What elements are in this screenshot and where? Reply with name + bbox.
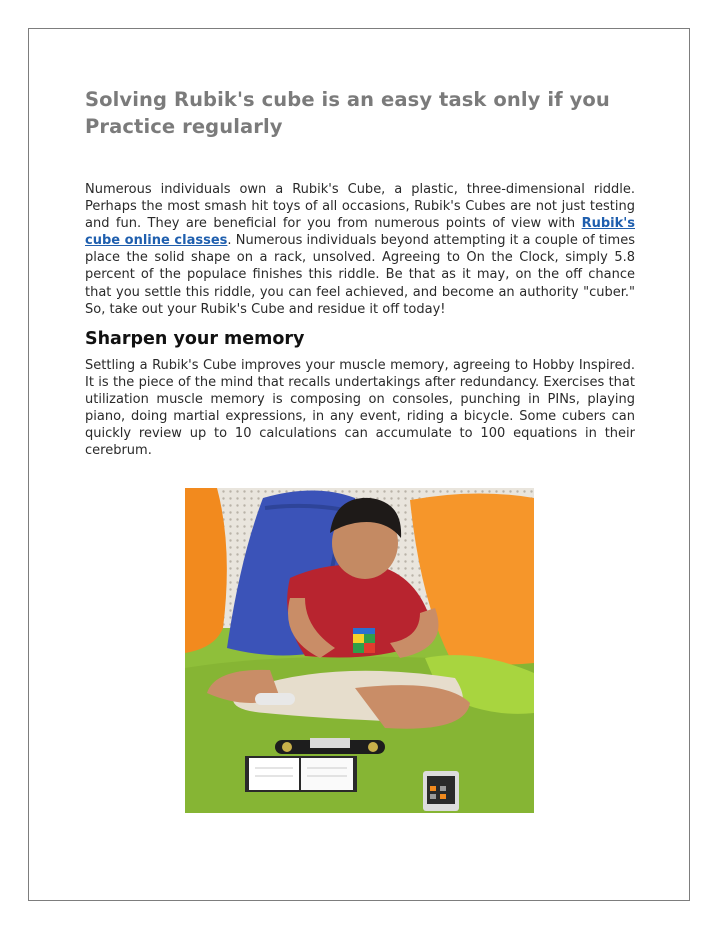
intro-paragraph [85, 181, 635, 318]
intro-text-start: Numerous individuals own a Rubik's Cube, a plastic, three-dimensional riddle. Perhaps the most smash hit toys of all occasions, Rubik's Cubes are not just testing and fun. They are beneficial for you from numerous points of view with [85, 182, 635, 232]
section-paragraph: Settling a Rubik's Cube improves your muscle memory, agreeing to Hobby Inspired. It is the piece of the mind that recalls undertakings after redundancy. Exercises that utilization muscle memory is composing on consoles, punching in PINs, playing piano, doing martial expressions, in any event, riding a bicycle. Some cubers can quickly review up to 10 calculations can accumulate to 100 equations in their cerebrum. [85, 357, 635, 459]
page-title: Solving Rubik's cube is an easy task only if you Practice regularly [85, 88, 610, 138]
intro-text-end: . Numerous individuals beyond attempting it a couple of times place the solid shape on a rack, unsolved. Agreeing to On the Clock, simply 5.8 percent of the populace finishes this riddle. Be that as it may, on the off chance that you settle this riddle, you can feel achieved, and become an authority "cuber." So, take out your Rubik's Cube and residue it off today! [85, 233, 635, 317]
boy-solving-cube-photo [185, 488, 534, 813]
section-heading: Sharpen your memory [85, 328, 305, 349]
rubiks-classes-link[interactable]: Rubik's cube online classes [85, 216, 635, 249]
document-body [85, 86, 635, 459]
